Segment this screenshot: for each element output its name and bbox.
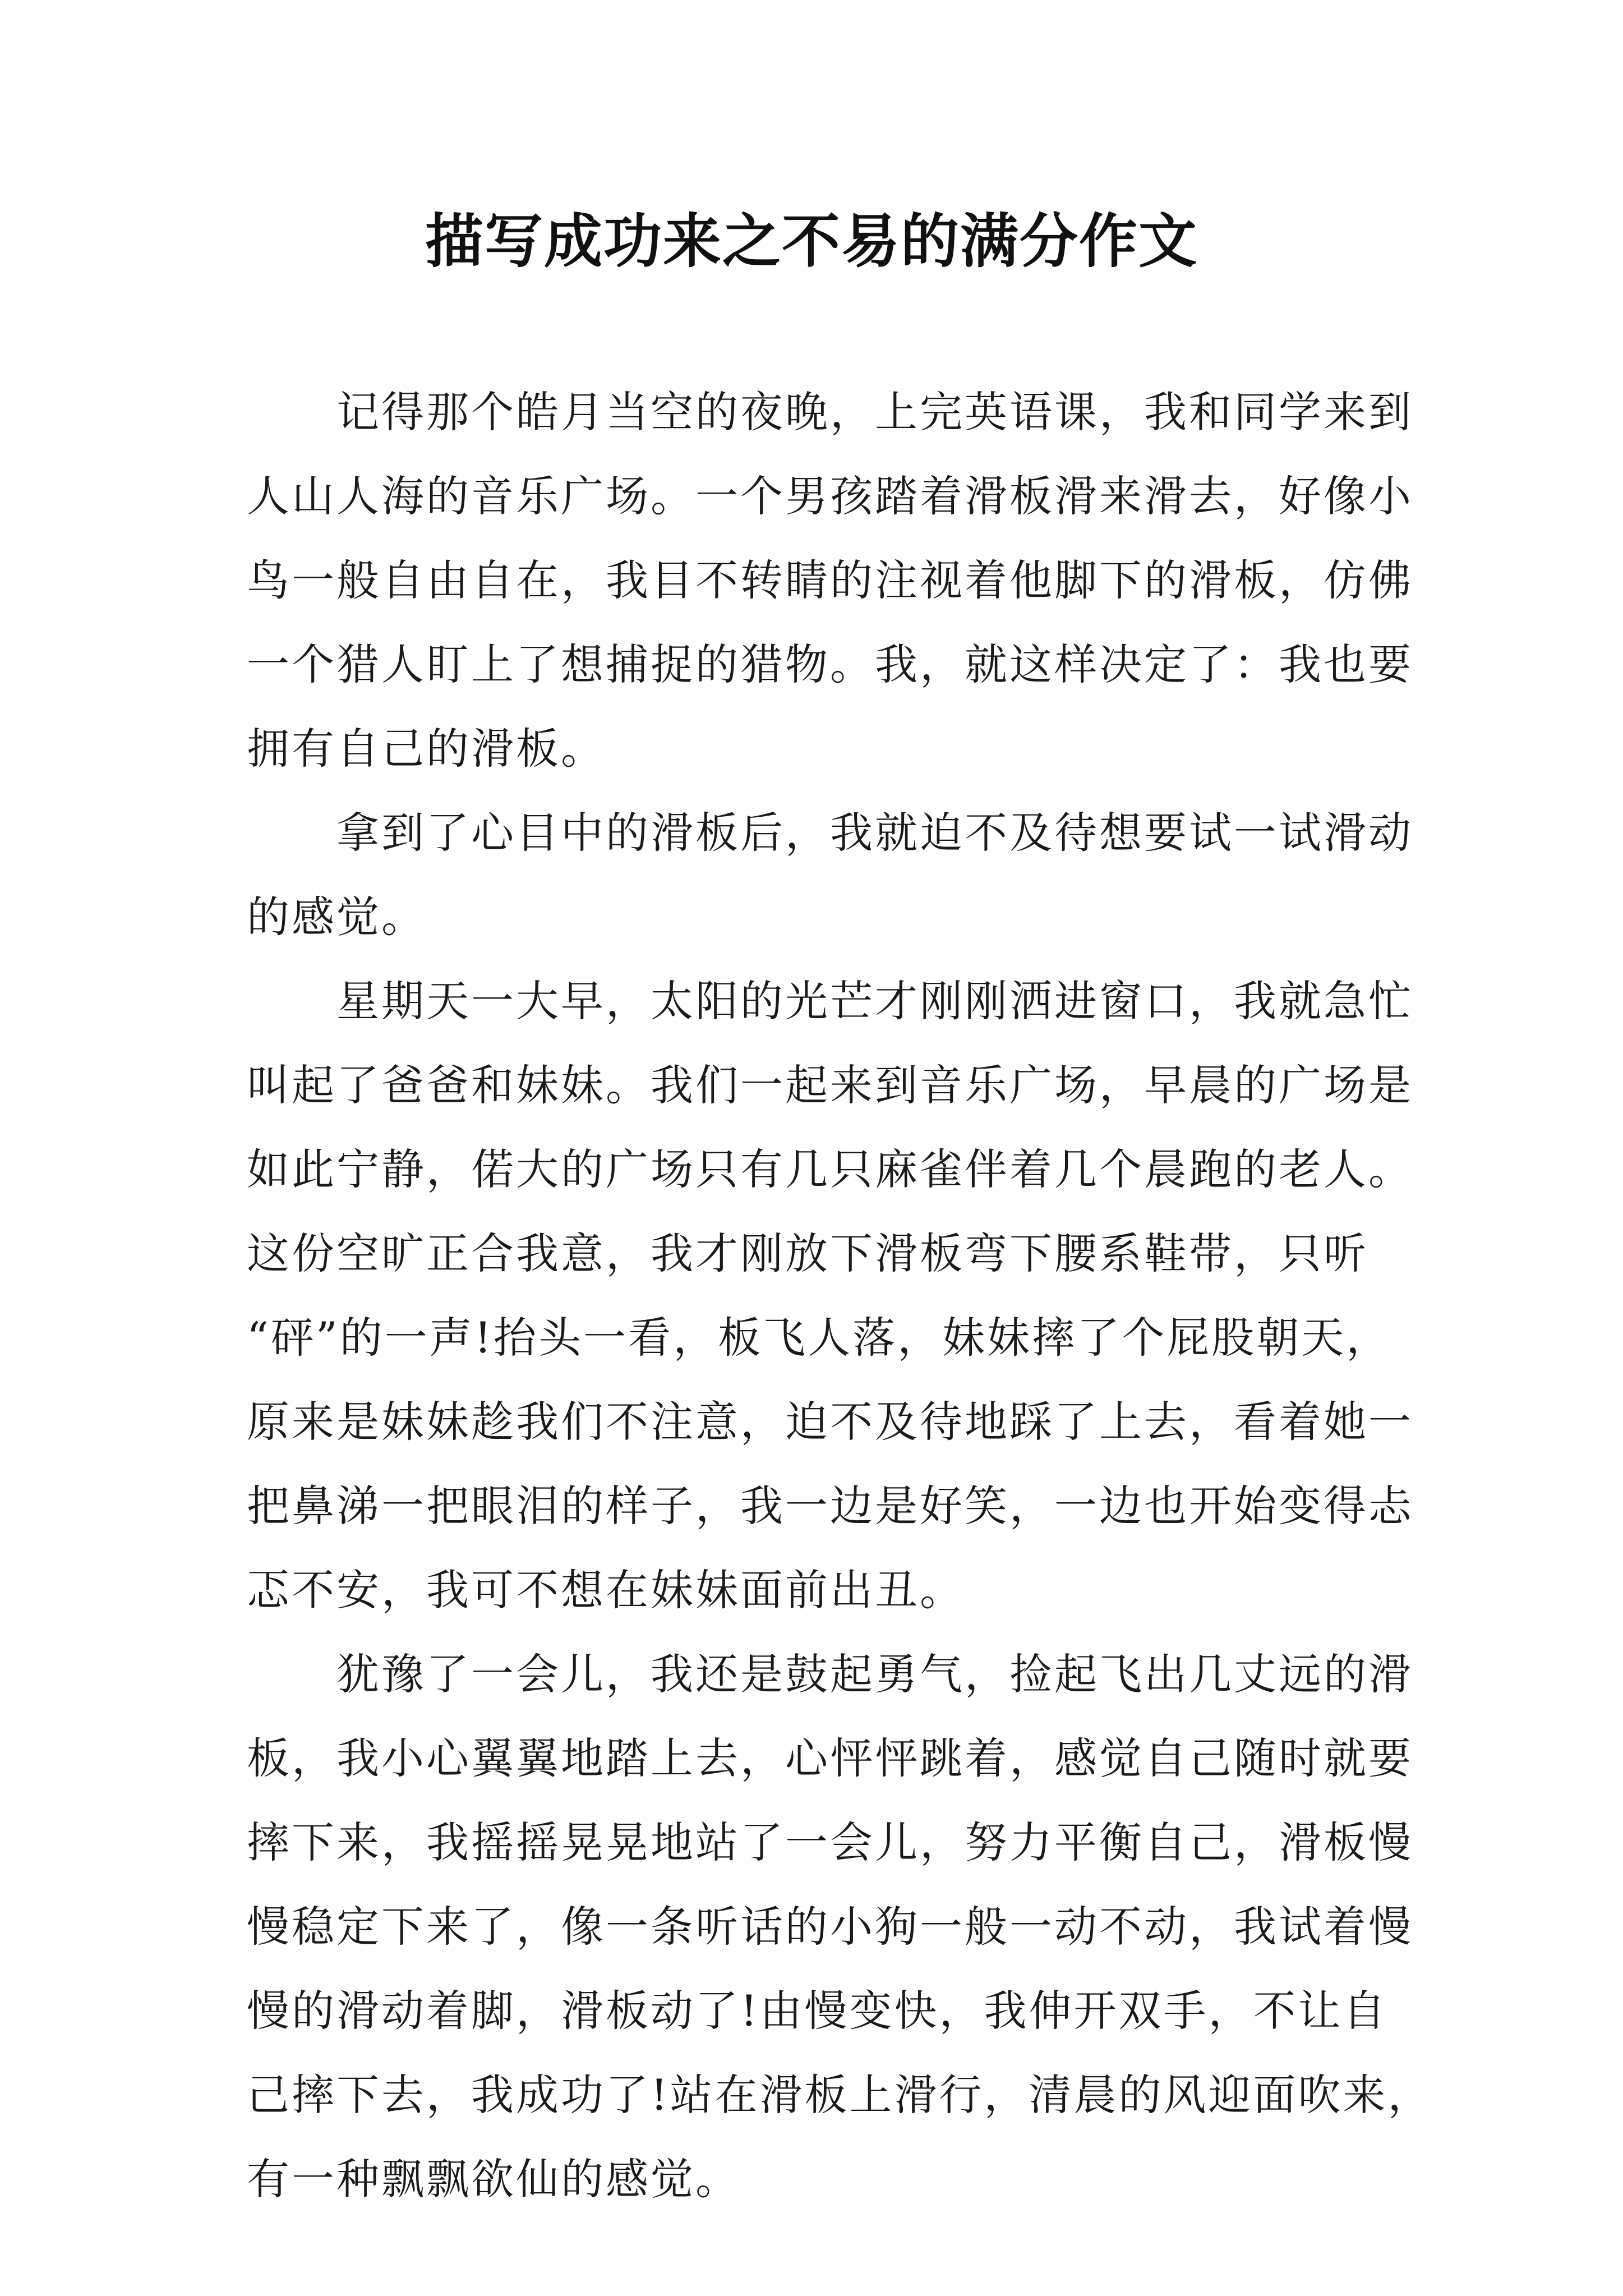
paragraph-1-line-1: 记得那个皓月当空的夜晚，上完英语课，我和同学来到 <box>336 387 1413 437</box>
paragraph-3-line-5: “砰”的一声!抬头一看，板飞人落，妹妹摔了个屁股朝天， <box>247 1313 1391 1363</box>
paragraph-1-line-4: 一个猎人盯上了想捕捉的猎物。我，就这样决定了：我也要 <box>247 639 1413 689</box>
paragraph-4-line-1: 犹豫了一会儿，我还是鼓起勇气，捡起飞出几丈远的滑 <box>336 1649 1413 1699</box>
paragraph-4-line-2: 板，我小心翼翼地踏上去，心怦怦跳着，感觉自己随时就要 <box>247 1733 1413 1783</box>
paragraph-3-line-3: 如此宁静，偌大的广场只有几只麻雀伴着几个晨跑的老人。 <box>247 1144 1413 1194</box>
paragraph-3-line-4: 这份空旷正合我意，我才刚放下滑板弯下腰系鞋带，只听 <box>247 1228 1368 1278</box>
paragraph-2-line-2: 的感觉。 <box>247 892 426 942</box>
paragraph-4-line-3: 摔下来，我摇摇晃晃地站了一会儿，努力平衡自己，滑板慢 <box>247 1818 1413 1867</box>
paragraph-1-line-5: 拥有自己的滑板。 <box>247 724 606 774</box>
paragraph-3-line-8: 忑不安，我可不想在妹妹面前出丑。 <box>247 1565 965 1615</box>
paragraph-2-line-1: 拿到了心目中的滑板后，我就迫不及待想要试一试滑动 <box>336 808 1413 858</box>
paragraph-3-line-7: 把鼻涕一把眼泪的样子，我一边是好笑，一边也开始变得忐 <box>247 1481 1413 1531</box>
paragraph-4-line-6: 己摔下去，我成功了!站在滑板上滑行，清晨的风迎面吹来， <box>247 2070 1433 2120</box>
paragraph-3-line-6: 原来是妹妹趁我们不注意，迫不及待地踩了上去，看着她一 <box>247 1397 1413 1447</box>
document-title: 描写成功来之不易的满分作文 <box>425 206 1198 275</box>
paragraph-4-line-7: 有一种飘飘欲仙的感觉。 <box>247 2154 740 2204</box>
paragraph-1-line-3: 鸟一般自由自在，我目不转睛的注视着他脚下的滑板，仿佛 <box>247 555 1413 605</box>
paragraph-3-line-2: 叫起了爸爸和妹妹。我们一起来到音乐广场，早晨的广场是 <box>247 1060 1413 1110</box>
paragraph-1-line-2: 人山人海的音乐广场。一个男孩踏着滑板滑来滑去，好像小 <box>247 471 1413 521</box>
paragraph-3-line-1: 星期天一大早，太阳的光芒才刚刚洒进窗口，我就急忙 <box>336 976 1413 1026</box>
paragraph-4-line-4: 慢稳定下来了，像一条听话的小狗一般一动不动，我试着慢 <box>247 1902 1413 1952</box>
paragraph-4-line-5: 慢的滑动着脚，滑板动了!由慢变快，我伸开双手，不让自 <box>247 1986 1388 2036</box>
